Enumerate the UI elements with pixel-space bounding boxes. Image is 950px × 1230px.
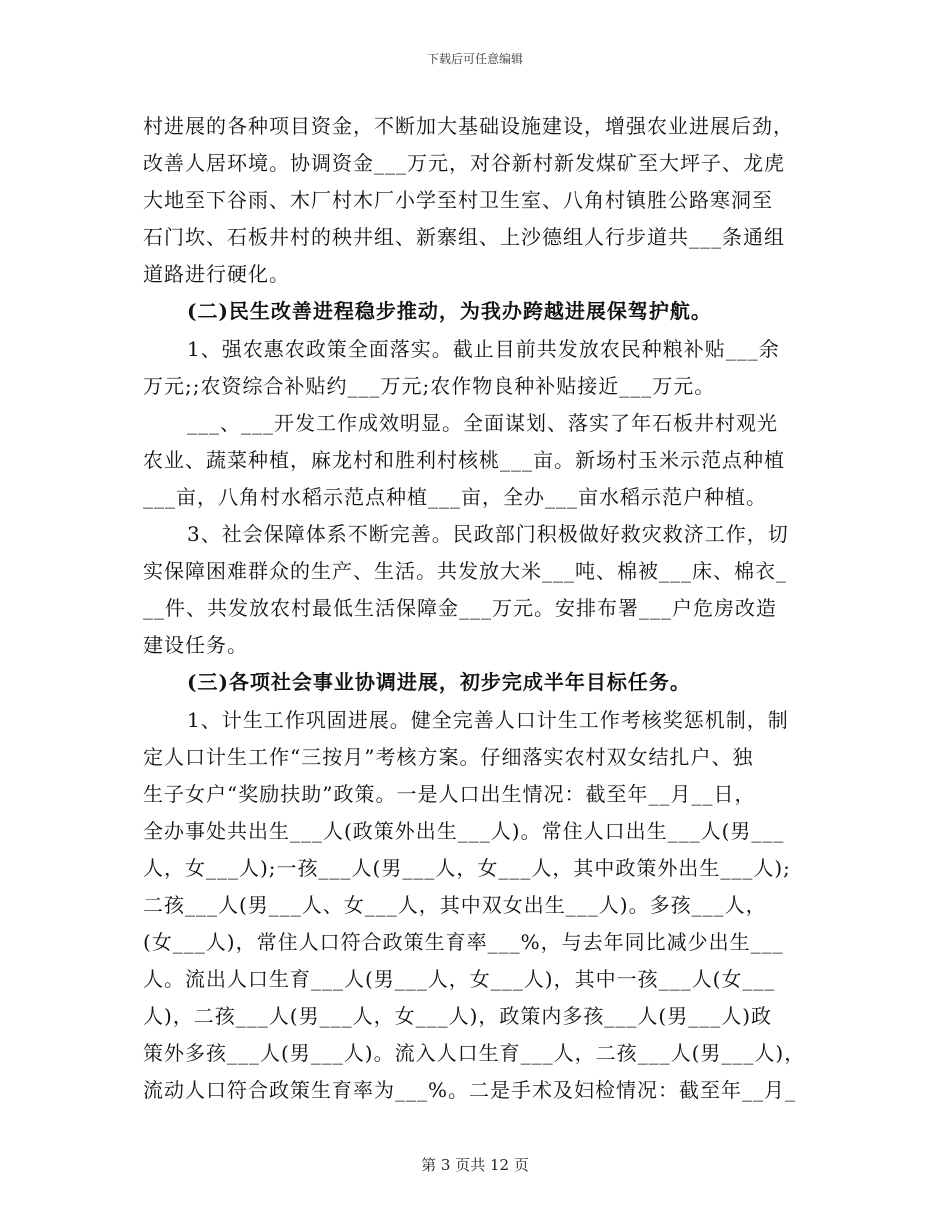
paragraph-line: 改善人居环境。协调资金___万元，对谷新村新发煤矿至大坪子、龙虎 <box>143 151 785 176</box>
paragraph-line: (女___人)，常住人口符合政策生育率___%，与去年同比减少出生___ <box>143 930 784 955</box>
paragraph-line: 建设任务。 <box>143 633 248 658</box>
paragraph-line: 1、计生工作巩固进展。健全完善人口计生工作考核奖惩机制，制 <box>187 707 789 732</box>
paragraph-line: 3、社会保障体系不断完善。民政部门积极做好救灾救济工作，切 <box>187 522 789 547</box>
paragraph-line: 农业、蔬菜种植，麻龙村和胜利村核桃___亩。新场村玉米示范点种植 <box>143 447 785 472</box>
document-body <box>143 108 833 1110</box>
paragraph-line: 道路进行硬化。 <box>143 262 290 287</box>
paragraph-line: 二孩___人(男___人、女___人，其中双女出生___人)。多孩___人， <box>143 892 767 917</box>
paragraph-line: 人。流出人口生育___人(男___人，女___人)，其中一孩___人(女___ <box>143 967 776 992</box>
paragraph-line: 村进展的各种项目资金，不断加大基础设施建设，增强农业进展后劲， <box>143 114 794 138</box>
section-heading: (三)各项社会事业协调进展，初步完成半年目标任务。 <box>187 670 691 695</box>
paragraph-line: ___、___开发工作成效明显。全面谋划、落实了年石板井村观光 <box>187 410 778 435</box>
page-header-note: 下载后可任意编辑 <box>426 52 523 66</box>
paragraph-line: 1、强农惠农政策全面落实。截止目前共发放农民种粮补贴___余 <box>187 336 780 361</box>
paragraph-line: 策外多孩___人(男___人)。流入人口生育___人，二孩___人(男___人)， <box>143 1041 806 1066</box>
paragraph-line: 全办事处共出生___人(政策外出生___人)。常住人口出生___人(男___ <box>143 818 785 843</box>
paragraph-line: 实保障困难群众的生产、生活。共发放大米___吨、棉被___床、棉衣_ <box>143 559 787 584</box>
paragraph-line: ___亩，八角村水稻示范点种植___亩，全办___亩水稻示范户种植。 <box>143 484 767 509</box>
paragraph-line: 人)，二孩___人(男___人，女___人)，政策内多孩___人(男___人)政 <box>143 1004 773 1029</box>
paragraph-line: __件、共发放农村最低生活保障金___万元。安排布署___户危房改造 <box>143 596 777 621</box>
paragraph-line: 人，女___人);一孩___人(男___人，女___人，其中政策外出生___人); <box>143 855 791 880</box>
paragraph-line: 石门坎、石板井村的秧井组、新寨组、上沙德组人行步道共___条通组 <box>143 225 785 250</box>
page-number: 第 3 页共 12 页 <box>421 1156 529 1174</box>
paragraph-line: 万元;;农资综合补贴约___万元;农作物良种补贴接近___万元。 <box>143 373 716 398</box>
paragraph-line: 生子女户“奖励扶助”政策。一是人口出生情况：截至年__月__日， <box>143 781 756 806</box>
paragraph-line: 定人口计生工作“三按月”考核方案。仔细落实农村双女结扎户、独 <box>143 744 754 769</box>
paragraph-line: 大地至下谷雨、木厂村木厂小学至村卫生室、八角村镇胜公路寒洞至 <box>143 188 773 213</box>
paragraph-line: 流动人口符合政策生育率为___%。二是手术及妇检情况：截至年__月_ <box>143 1078 797 1103</box>
section-heading: (二)民生改善进程稳步推动，为我办跨越进展保驾护航。 <box>187 299 712 324</box>
